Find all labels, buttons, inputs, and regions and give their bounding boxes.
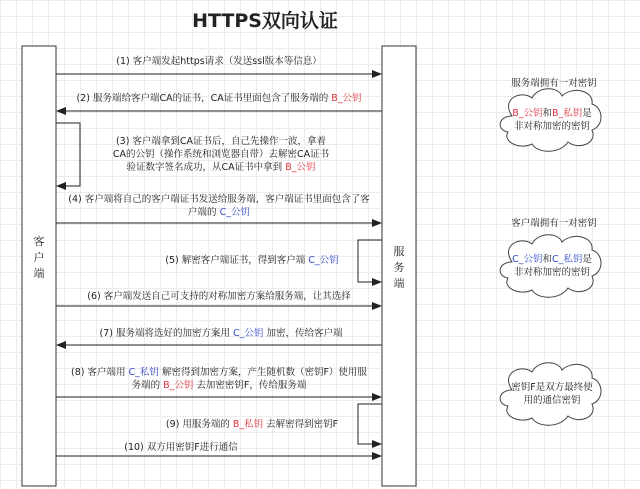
server-keys-note: 服务端拥有一对密钥	[511, 78, 597, 89]
text-segment: (1) 客户端发起https请求（发送ssl版本等信息）	[116, 56, 322, 67]
key-name: B_公钥	[163, 380, 194, 391]
key-name: C_公钥	[233, 328, 264, 339]
text-segment: 去加密密钥F，传给服务端	[193, 380, 307, 391]
cloud-server-keys-text	[500, 107, 604, 133]
text-line	[62, 92, 376, 105]
client-actor-label: 客户端	[33, 235, 45, 280]
text-segment: 用的通信密钥	[523, 395, 581, 406]
key-name: C_公钥	[219, 207, 250, 218]
text-segment: 户端的	[188, 207, 220, 218]
text-segment: (4) 客户端将自己的客户端证书发送给服务端，客户端证书里面包含了客	[68, 194, 370, 205]
text-segment: 加密，传给客户端	[263, 328, 343, 339]
key-name: B_公钥	[331, 93, 362, 104]
text-segment: CA的公钥（操作系统和浏览器自带）去解密CA证书	[112, 149, 330, 160]
text-line	[86, 148, 356, 161]
text-segment: 和	[542, 254, 552, 265]
step-4-label	[58, 193, 380, 219]
step-10-label	[66, 441, 296, 454]
text-line	[500, 266, 604, 279]
text-line	[66, 327, 376, 340]
text-line	[500, 381, 604, 394]
text-line	[58, 206, 380, 219]
arrow-step-3	[56, 123, 80, 186]
cloud-shared-key-text	[500, 381, 604, 407]
step-7-label	[66, 327, 376, 340]
text-segment: 验证数字签名成功，从CA证书中拿到	[126, 162, 286, 173]
client-keys-note: 客户端拥有一对密钥	[511, 218, 597, 229]
key-name: C_公钥	[512, 254, 543, 265]
arrow-step-9	[358, 404, 382, 444]
text-line	[500, 394, 604, 407]
text-segment: 非对称加密的密钥	[513, 267, 590, 278]
step-1-label	[66, 55, 372, 68]
text-line	[58, 193, 380, 206]
text-segment: 和	[542, 108, 552, 119]
text-segment: 是	[582, 108, 592, 119]
text-line	[500, 120, 604, 133]
text-line	[58, 379, 380, 392]
text-segment: 务端的	[131, 380, 164, 391]
text-line	[150, 418, 354, 431]
text-line	[500, 253, 604, 266]
key-name: C_私钥	[552, 254, 583, 265]
text-segment: (5) 解密客户端证书，得到客户端	[165, 255, 309, 266]
text-segment: (7) 服务端将选好的加密方案用	[99, 328, 234, 339]
text-line	[60, 290, 378, 303]
text-segment: (10) 双方用密钥F进行通信	[124, 442, 238, 453]
text-line	[58, 366, 380, 379]
text-segment: 去解密得到密钥F	[263, 419, 339, 430]
key-name: B_公钥	[285, 162, 316, 173]
text-segment: (6) 客户端发送自己可支持的对称加密方案给服务端，让其选择	[87, 291, 351, 302]
step-2-label	[62, 92, 376, 105]
text-segment: 非对称加密的密钥	[513, 121, 590, 132]
step-5-label	[150, 254, 354, 267]
diagram-title: HTTPS双向认证	[192, 10, 338, 32]
text-line	[150, 254, 354, 267]
cloud-client-keys-text	[500, 253, 604, 279]
text-segment: (2) 服务端给客户端CA的证书，CA证书里面包含了服务端的	[76, 93, 332, 104]
text-line	[86, 161, 356, 174]
step-6-label	[60, 290, 378, 303]
key-name: C_私钥	[128, 367, 159, 378]
text-segment: 密钥F是双方最终使	[511, 382, 593, 393]
key-name: C_公钥	[308, 255, 339, 266]
text-segment: (9) 用服务端的	[165, 419, 233, 430]
key-name: B_私钥	[232, 419, 264, 430]
step-9-label	[150, 418, 354, 431]
step-3-label	[86, 135, 356, 174]
text-segment: (8) 客户端用	[71, 367, 129, 378]
key-name: B_私钥	[552, 108, 583, 119]
step-8-label	[58, 366, 380, 392]
text-line	[86, 135, 356, 148]
arrow-step-5	[358, 240, 382, 282]
text-segment: 解密得到加密方案，产生随机数（密钥F）使用服	[158, 367, 367, 378]
text-line	[500, 107, 604, 120]
key-name: B_公钥	[512, 108, 543, 119]
text-segment: (3) 客户端拿到CA证书后，自己先操作一波，拿着	[115, 136, 327, 147]
text-segment: 是	[582, 254, 592, 265]
server-actor-label: 服务端	[393, 245, 405, 290]
text-line	[66, 55, 372, 68]
text-line	[66, 441, 296, 454]
